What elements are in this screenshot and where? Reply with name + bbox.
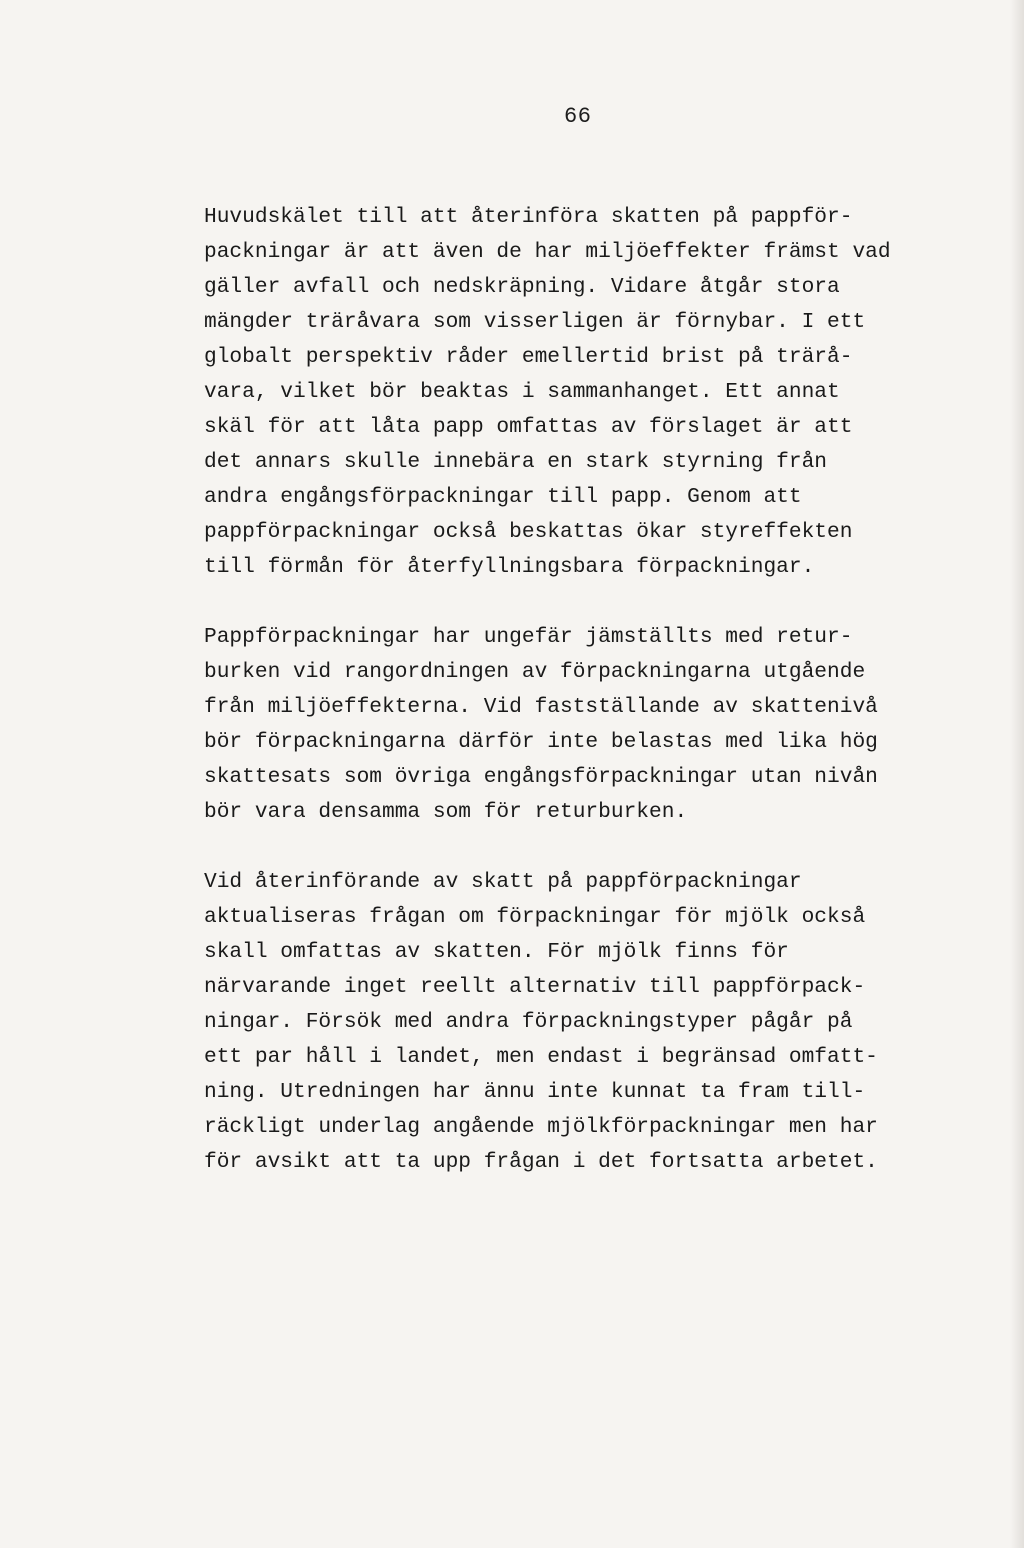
text-line: Vid återinförande av skatt på pappförpackningar	[204, 870, 802, 894]
text-line: bör förpackningarna därför inte belastas med lika hög	[204, 730, 878, 754]
text-line: mängder träråvara som visserligen är förnybar. I ett	[204, 310, 866, 334]
paragraph-2	[204, 620, 964, 830]
text-line: pappförpackningar också beskattas ökar styreffekten	[204, 520, 853, 544]
text-line: aktualiseras frågan om förpackningar för mjölk också	[204, 905, 866, 929]
text-line: ett par håll i landet, men endast i begränsad omfatt-	[204, 1045, 878, 1069]
text-line: räckligt underlag angående mjölkförpackningar men har	[204, 1115, 878, 1139]
body-text	[204, 200, 964, 1180]
text-line: andra engångsförpackningar till papp. Genom att	[204, 485, 802, 509]
page-edge	[1010, 0, 1024, 1548]
text-line: närvarande inget reellt alternativ till pappförpack-	[204, 975, 866, 999]
text-line: ningar. Försök med andra förpackningstyper pågår på	[204, 1010, 853, 1034]
text-line: bör vara densamma som för returburken.	[204, 800, 688, 824]
page-number: 66	[564, 104, 592, 129]
text-line: gäller avfall och nedskräpning. Vidare åtgår stora	[204, 275, 840, 299]
text-line: till förmån för återfyllningsbara förpackningar.	[204, 555, 815, 579]
text-line: skäl för att låta papp omfattas av förslaget är att	[204, 415, 853, 439]
text-line: för avsikt att ta upp frågan i det fortsatta arbetet.	[204, 1150, 878, 1174]
text-line: det annars skulle innebära en stark styrning från	[204, 450, 828, 474]
text-line: globalt perspektiv råder emellertid brist på trärå-	[204, 345, 853, 369]
text-line: skall omfattas av skatten. För mjölk finns för	[204, 940, 789, 964]
text-line: vara, vilket bör beaktas i sammanhanget. Ett annat	[204, 380, 840, 404]
text-line: Pappförpackningar har ungefär jämställts med retur-	[204, 625, 853, 649]
text-line: packningar är att även de har miljöeffekter främst vad	[204, 240, 891, 264]
paragraph-3	[204, 865, 964, 1180]
text-line: från miljöeffekterna. Vid fastställande av skattenivå	[204, 695, 878, 719]
text-line: ning. Utredningen har ännu inte kunnat ta fram till-	[204, 1080, 866, 1104]
paragraph-1	[204, 200, 964, 585]
text-line: burken vid rangordningen av förpackningarna utgående	[204, 660, 866, 684]
text-line: Huvudskälet till att återinföra skatten på pappför-	[204, 205, 853, 229]
text-line: skattesats som övriga engångsförpackningar utan nivån	[204, 765, 878, 789]
